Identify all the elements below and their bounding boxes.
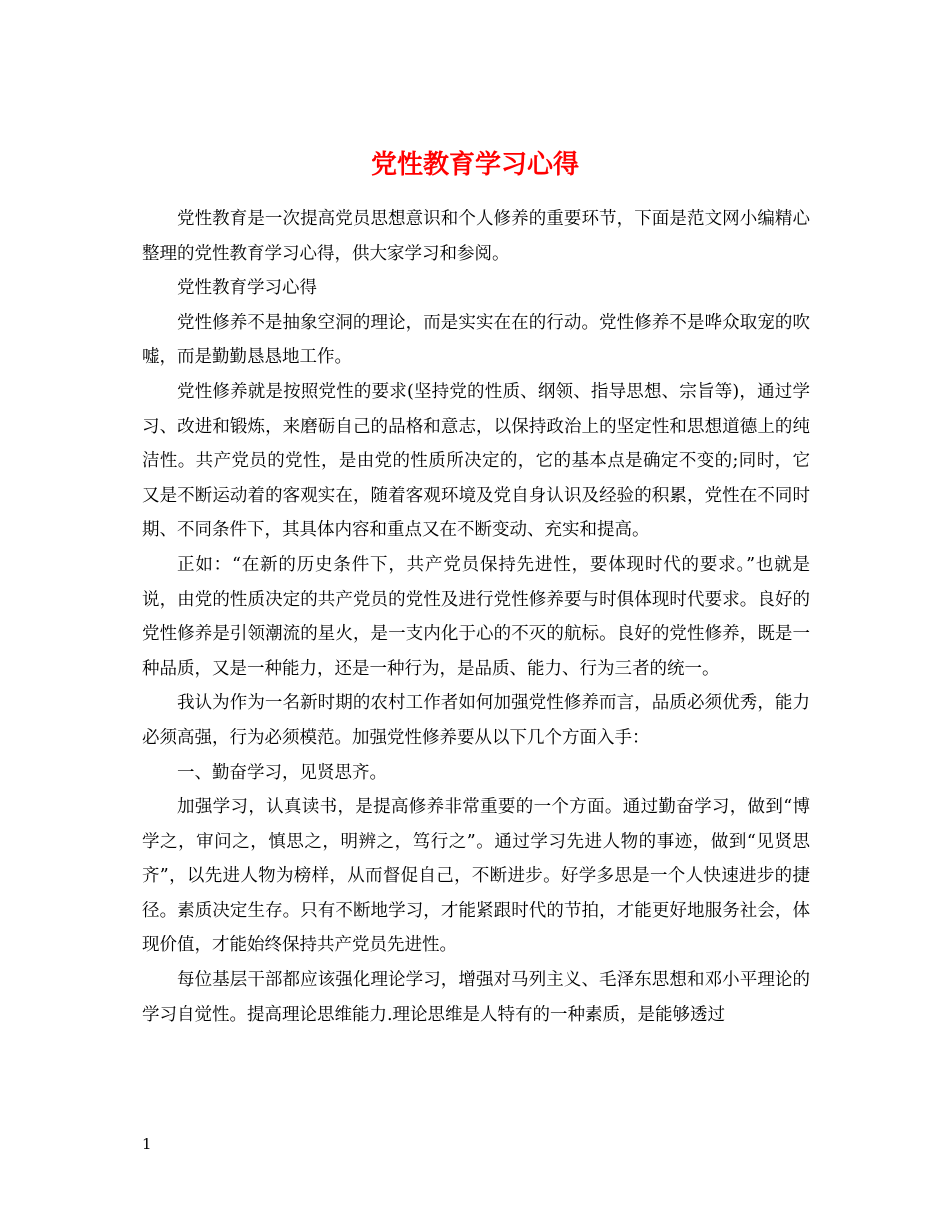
paragraph: 每位基层干部都应该强化理论学习，增强对马列主义、毛泽东思想和邓小平理论的学习自觉性。提高理论思维能力.理论思维是人特有的一种素质，是能够透过 — [142, 970, 810, 1025]
paragraph: 加强学习，认真读书，是提高修养非常重要的一个方面。通过勤奋学习，做到“博学之，审问之，慎思之，明辨之，笃行之”。通过学习先进人物的事迹，做到“见贤思齐”，以先进人物为榜样，从而督促自己，不断进步。好学多思是一个人快速进步的捷径。素质决定生存。只有不断地学习，才能紧跟时代的节拍，才能更好地服务社会，体现价值，才能始终保持共产党员先进性。 — [142, 797, 810, 956]
section-heading: 一、勤奋学习，见贤思齐。 — [177, 762, 387, 783]
paragraph: 党性修养就是按照党性的要求(坚持党的性质、纲领、指导思想、宗旨等)，通过学习、改进和锻炼，来磨砺自己的品格和意志，以保持政治上的坚定性和思想道德上的纯洁性。共产党员的党性，是由党的性质所决定的，它的基本点是确定不变的;同时，它又是不断运动着的客观实在，随着客观环境及党自身认识及经验的积累，党性在不同时期、不同条件下，其具体内容和重点又在不断变动、充实和提高。 — [142, 381, 810, 541]
paragraph-subtitle: 党性教育学习心得 — [177, 278, 317, 299]
page-number: 1 — [142, 1135, 152, 1153]
document-title: 党性教育学习心得 — [370, 150, 579, 181]
paragraph-intro: 党性教育是一次提高党员思想意识和个人修养的重要环节，下面是范文网小编精心整理的党性教育学习心得，供大家学习和参阅。 — [142, 209, 810, 264]
document-body — [142, 202, 810, 1032]
paragraph: 党性修养不是抽象空洞的理论，而是实实在在的行动。党性修养不是哗众取宠的吹嘘，而是勤勤恳恳地工作。 — [142, 312, 810, 368]
paragraph: 正如：“在新的历史条件下，共产党员保持先进性，要体现时代的要求。”也就是说，由党的性质决定的共产党员的党性及进行党性修养要与时俱体现时代要求。良好的党性修养是引领潮流的星火，是一支内化于心的不灭的航标。良好的党性修养，既是一种品质，又是一种能力，还是一种行为，是品质、能力、行为三者的统一。 — [142, 554, 810, 679]
paragraph: 我认为作为一名新时期的农村工作者如何加强党性修养而言，品质必须优秀，能力必须高强，行为必须模范。加强党性修养要从以下几个方面入手： — [142, 693, 810, 748]
